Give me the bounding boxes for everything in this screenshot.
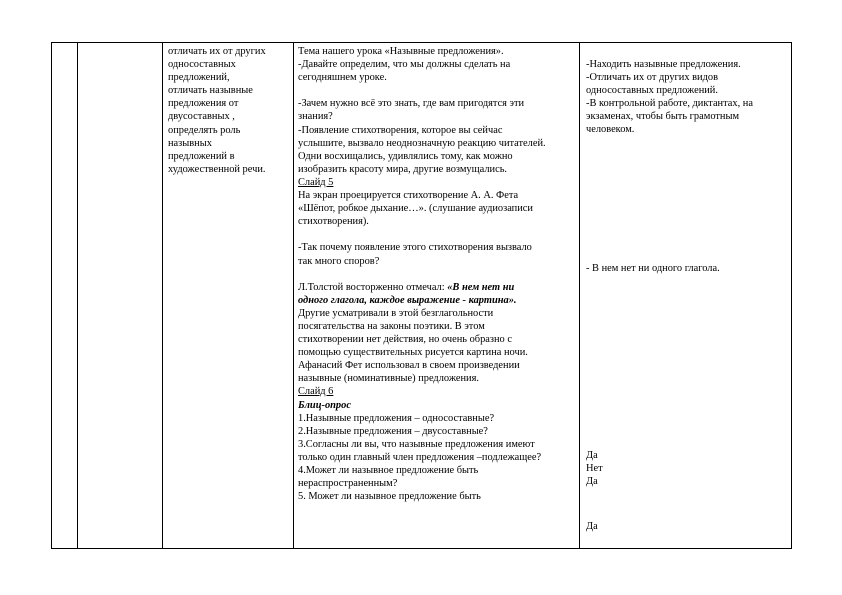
survey-answer: Да bbox=[586, 521, 598, 532]
column-divider bbox=[162, 43, 163, 548]
survey-answer: Нет bbox=[586, 463, 603, 475]
survey-question: 1.Назывные предложения – односоставные? bbox=[298, 412, 495, 424]
tolstoy-quote-line bbox=[298, 281, 577, 294]
teacher-text-line: Одни восхищались, удивлялись тому, как можно bbox=[298, 150, 513, 162]
survey-question: 2.Назывные предложения – двусоставные? bbox=[298, 425, 488, 437]
objectives-line: художественной речи. bbox=[168, 163, 266, 175]
objectives-line: отличать назывные bbox=[168, 85, 253, 97]
survey-question: 3.Согласны ли вы, что назывные предложения имеют bbox=[298, 438, 535, 450]
teacher-activity-cell bbox=[298, 45, 577, 503]
survey-answers bbox=[586, 449, 646, 488]
teacher-text-line: -Появление стихотворения, которое вы сейчас bbox=[298, 124, 503, 136]
teacher-text-line: изобразить красоту мира, другие возмущались. bbox=[298, 163, 508, 175]
objectives-line: предложения от bbox=[168, 98, 239, 110]
student-text-line: -Находить назывные предложения. bbox=[586, 59, 741, 70]
student-text-line: экзаменах, чтобы быть грамотным bbox=[586, 111, 740, 123]
quote-intro: Л.Толстой восторженно отмечал: bbox=[298, 281, 448, 293]
teacher-text-line: так много споров? bbox=[298, 255, 380, 267]
blitz-survey-heading: Блиц-опрос bbox=[298, 399, 351, 411]
student-text-line: человеком. bbox=[586, 124, 635, 136]
lesson-topic: Тема нашего урока «Назывные предложения». bbox=[298, 46, 504, 57]
teacher-text-line: посягательства на законы поэтики. В этом bbox=[298, 320, 485, 332]
teacher-text-line: -Давайте определим, что мы должны сделать на bbox=[298, 59, 511, 71]
lesson-plan-table bbox=[51, 42, 792, 549]
teacher-text-line: сегодняшнем уроке. bbox=[298, 72, 387, 84]
teacher-text-line: назывные (номинативные) предложения. bbox=[298, 373, 479, 385]
objectives-line: двусоставных , bbox=[168, 111, 235, 123]
teacher-text-line: На экран проецируется стихотворение А. А. Фета bbox=[298, 190, 519, 202]
student-text-line: -В контрольной работе, диктантах, на bbox=[586, 98, 753, 110]
column-divider bbox=[579, 43, 580, 548]
student-activity-cell bbox=[586, 58, 791, 137]
column-divider bbox=[293, 43, 294, 548]
objectives-line: односоставных bbox=[168, 59, 236, 71]
objectives-line: назывных bbox=[168, 137, 212, 149]
student-text-line: - В нем нет ни одного глагола. bbox=[586, 263, 720, 274]
quote-text: одного глагола, каждое выражение - картина». bbox=[298, 294, 517, 306]
objectives-cell bbox=[168, 45, 290, 176]
survey-question: нераспространенным? bbox=[298, 478, 398, 490]
survey-answer: Да bbox=[586, 450, 598, 461]
objectives-line: определять роль bbox=[168, 124, 241, 136]
teacher-text-line: помощью существительных рисуется картина ночи. bbox=[298, 347, 528, 359]
survey-question: только один главный член предложения –подлежащее? bbox=[298, 451, 542, 463]
survey-answer: Да bbox=[586, 476, 598, 488]
teacher-text-line: стихотворения). bbox=[298, 216, 369, 228]
student-answer-verbs bbox=[586, 262, 791, 275]
teacher-text-line: -Зачем нужно всё это знать, где вам пригодятся эти bbox=[298, 98, 525, 110]
teacher-text-line: -Так почему появление этого стихотворения вызвало bbox=[298, 242, 532, 254]
objectives-line: отличать их от других bbox=[168, 46, 266, 57]
student-text-line: односоставных предложений. bbox=[586, 85, 718, 97]
survey-question: 4.Может ли назывное предложение быть bbox=[298, 465, 479, 476]
teacher-text-line: стихотворении нет действия, но очень образно с bbox=[298, 334, 512, 346]
student-text-line: -Отличать их от других видов bbox=[586, 72, 718, 84]
survey-question: 5. Может ли назывное предложение быть bbox=[298, 491, 481, 503]
teacher-text-line: Другие усматривали в этой безглагольности bbox=[298, 307, 494, 319]
slide-6-heading: Слайд 6 bbox=[298, 386, 334, 398]
teacher-text-line: «Шёпот, робкое дыхание…». (слушание аудиозаписи bbox=[298, 203, 533, 215]
objectives-line: предложений, bbox=[168, 72, 230, 84]
teacher-text-line: Афанасий Фет использовал в своем произведении bbox=[298, 360, 520, 372]
survey-answers bbox=[586, 520, 646, 533]
slide-5-heading: Слайд 5 bbox=[298, 176, 334, 188]
teacher-text-line: услышите, вызвало неоднозначную реакцию читателей. bbox=[298, 137, 546, 149]
quote-text: «В нем нет ни bbox=[447, 281, 515, 293]
objectives-line: предложений в bbox=[168, 150, 235, 162]
column-divider bbox=[77, 43, 78, 548]
teacher-text-line: знания? bbox=[298, 111, 333, 123]
